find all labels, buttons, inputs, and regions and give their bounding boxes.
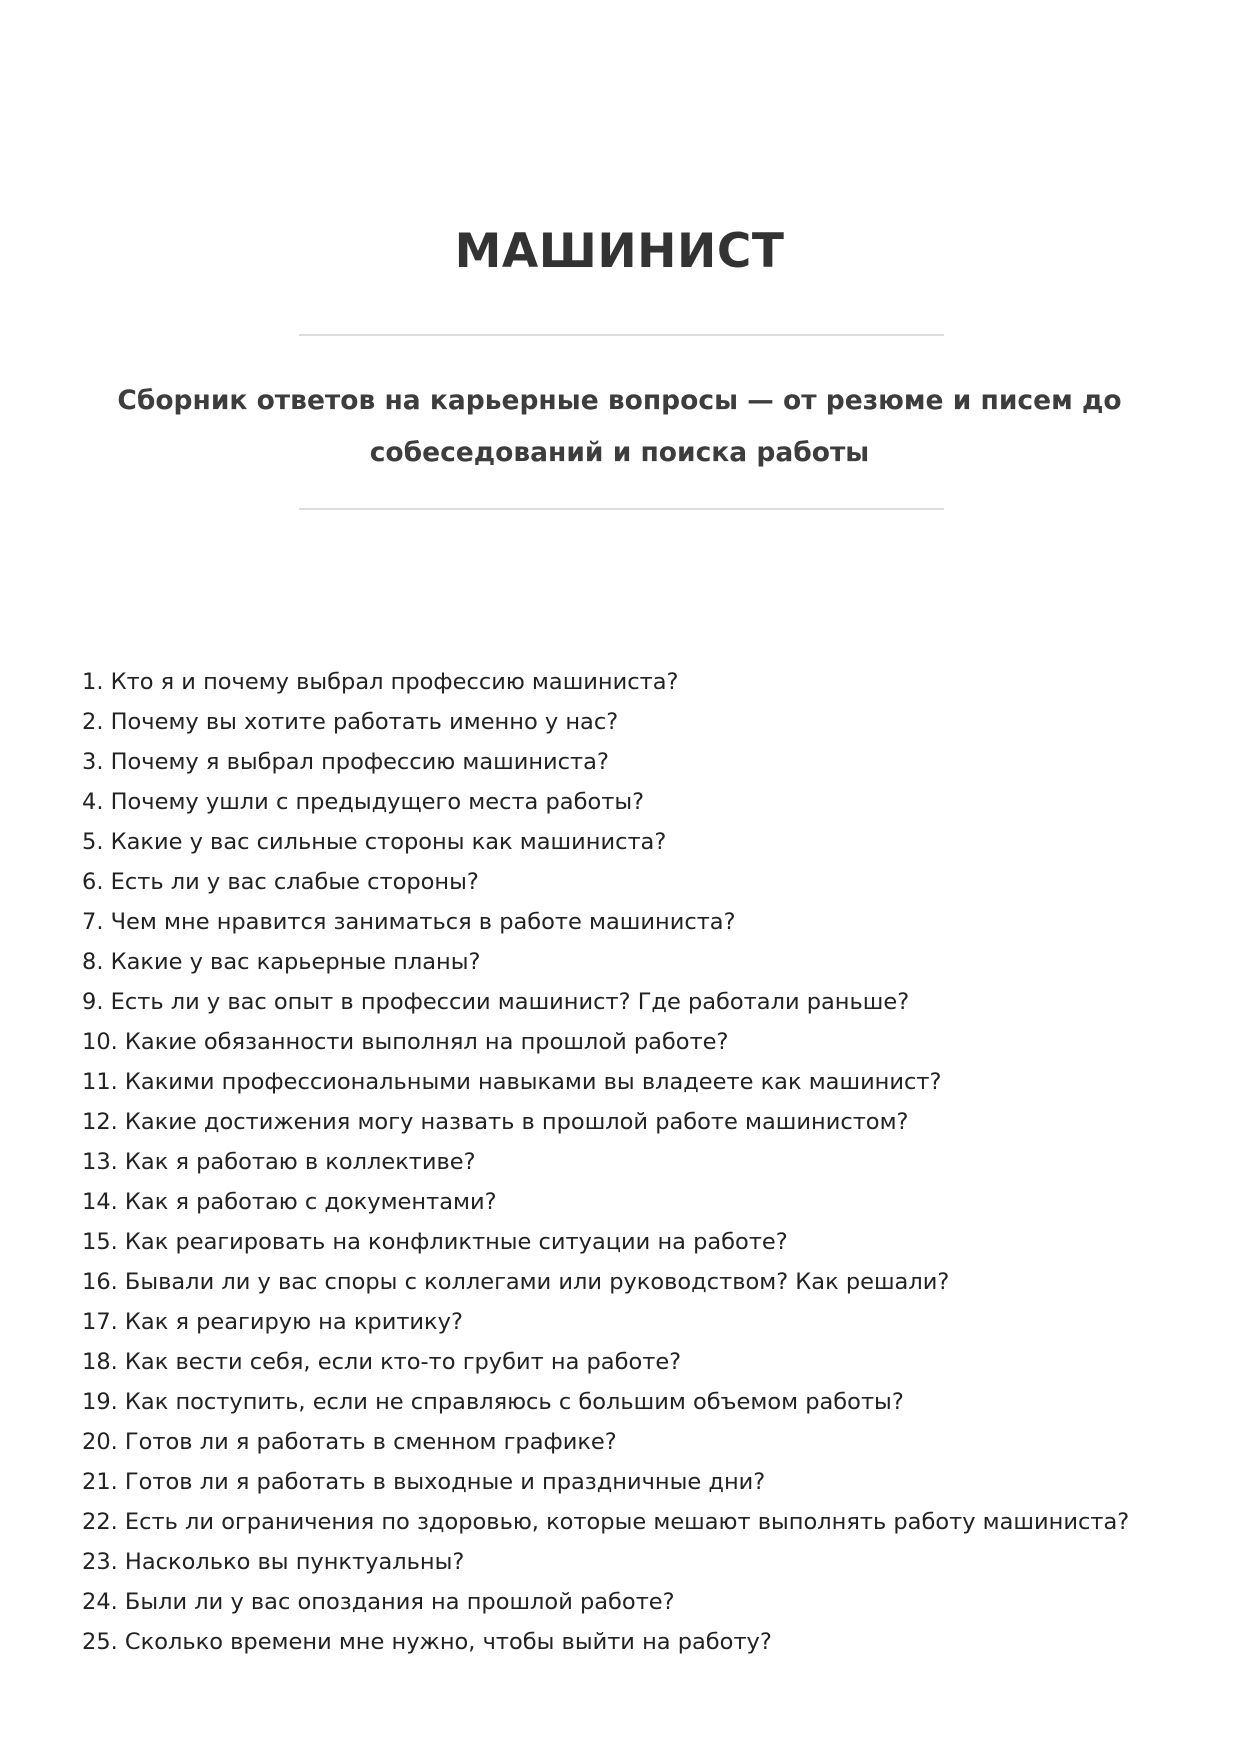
question-item: 8. Какие у вас карьерные планы? — [82, 949, 481, 975]
question-item: 1. Кто я и почему выбрал профессию машиниста? — [82, 669, 679, 695]
question-item: 20. Готов ли я работать в сменном графике? — [82, 1429, 617, 1455]
question-item: 14. Как я работаю с документами? — [82, 1189, 497, 1215]
question-item: 4. Почему ушли с предыдущего места работы? — [82, 789, 645, 815]
question-item: 15. Как реагировать на конфликтные ситуации на работе? — [82, 1229, 788, 1255]
question-list — [82, 662, 1182, 1662]
question-item: 19. Как поступить, если не справляюсь с большим объемом работы? — [82, 1389, 904, 1415]
question-item: 18. Как вести себя, если кто-то грубит на работе? — [82, 1349, 682, 1375]
question-item: 2. Почему вы хотите работать именно у нас? — [82, 709, 619, 735]
question-item: 11. Какими профессиональными навыками вы владеете как машинист? — [82, 1069, 942, 1095]
document-title: МАШИНИСТ — [454, 224, 785, 280]
question-item: 7. Чем мне нравится заниматься в работе машиниста? — [82, 909, 736, 935]
question-item: 17. Как я реагирую на критику? — [82, 1309, 463, 1335]
question-item: 5. Какие у вас сильные стороны как машиниста? — [82, 829, 667, 855]
question-item: 24. Были ли у вас опоздания на прошлой работе? — [82, 1589, 675, 1615]
question-item: 23. Насколько вы пунктуальны? — [82, 1549, 465, 1575]
question-item: 25. Сколько времени мне нужно, чтобы выйти на работу? — [82, 1629, 772, 1655]
question-item: 13. Как я работаю в коллективе? — [82, 1149, 476, 1175]
top-divider — [299, 334, 944, 336]
question-item: 3. Почему я выбрал профессию машиниста? — [82, 749, 609, 775]
bottom-divider — [299, 508, 944, 510]
document-subtitle: Сборник ответов на карьерные вопросы — от резюме и писем до собеседований и поиска работы — [117, 385, 1122, 468]
question-item: 22. Есть ли ограничения по здоровью, которые мешают выполнять работу машиниста? — [82, 1509, 1130, 1535]
question-item: 9. Есть ли у вас опыт в профессии машинист? Где работали раньше? — [82, 989, 910, 1015]
question-item: 10. Какие обязанности выполнял на прошлой работе? — [82, 1029, 729, 1055]
question-item: 16. Бывали ли у вас споры с коллегами или руководством? Как решали? — [82, 1269, 950, 1295]
question-item: 6. Есть ли у вас слабые стороны? — [82, 869, 479, 895]
question-item: 12. Какие достижения могу назвать в прошлой работе машинистом? — [82, 1109, 909, 1135]
question-item: 21. Готов ли я работать в выходные и праздничные дни? — [82, 1469, 766, 1495]
